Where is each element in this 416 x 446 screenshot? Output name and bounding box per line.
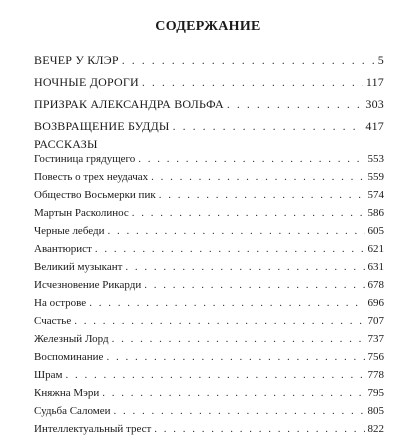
toc-entry-label: Авантюрист <box>34 243 92 255</box>
toc-entry <box>34 153 384 165</box>
toc-entry <box>34 369 384 381</box>
toc-entry <box>34 75 384 90</box>
toc-entry-label: Повесть о трех неудачах <box>34 171 149 183</box>
dot-leader <box>154 423 364 435</box>
toc-entry <box>34 119 384 134</box>
toc-entry-label: Черные лебеди <box>34 225 105 237</box>
section-heading: РАССКАЗЫ <box>34 137 98 151</box>
toc-entry-label: На острове <box>34 297 87 309</box>
toc-entry <box>34 297 384 309</box>
toc-entry <box>34 171 384 183</box>
toc-entry-label: Воспоминание <box>34 351 104 363</box>
toc-entry-page: 586 <box>367 207 384 219</box>
dot-leader <box>102 387 364 399</box>
toc-entry-page: 678 <box>367 279 384 291</box>
toc-entry-page: 117 <box>365 75 384 89</box>
toc-entry-page: 553 <box>367 153 384 165</box>
toc-entry <box>34 243 384 255</box>
toc-entry <box>34 351 384 363</box>
dot-leader <box>122 53 375 68</box>
toc-entry <box>34 261 384 273</box>
toc-entry <box>34 97 384 112</box>
toc-entry-label: Гостиница грядущего <box>34 153 136 165</box>
dot-leader <box>95 243 365 255</box>
toc-entry <box>34 53 384 68</box>
dot-leader <box>142 75 363 90</box>
toc-entry-label: Шрам <box>34 369 63 381</box>
toc-entry-label: Интеллектуальный трест <box>34 423 152 435</box>
toc-entry-page: 631 <box>367 261 384 273</box>
toc-entry-page: 621 <box>367 243 384 255</box>
toc-entry-page: 707 <box>367 315 384 327</box>
toc-entry-label: НОЧНЫЕ ДОРОГИ <box>34 75 139 89</box>
toc-entry-page: 737 <box>367 333 384 345</box>
toc-entry-page: 696 <box>367 297 384 309</box>
dot-leader <box>138 153 364 165</box>
toc-entry-label: Великий музыкант <box>34 261 123 273</box>
toc-entry <box>34 315 384 327</box>
toc-entry-label: ВЕЧЕР У КЛЭР <box>34 53 119 67</box>
dot-leader <box>151 171 364 183</box>
dot-leader <box>106 351 364 363</box>
toc-entry-page: 822 <box>367 423 384 435</box>
dot-leader <box>89 297 364 309</box>
dot-leader <box>74 315 364 327</box>
dot-leader <box>173 119 363 134</box>
toc-entry-page: 756 <box>367 351 384 363</box>
page-title: СОДЕРЖАНИЕ <box>155 19 261 34</box>
toc-entry-page: 559 <box>367 171 384 183</box>
toc-entry <box>34 279 384 291</box>
toc-entry-page: 417 <box>365 119 384 133</box>
toc-entry-label: Судьба Саломеи <box>34 405 111 417</box>
toc-entry <box>34 189 384 201</box>
toc-entry-label: Железный Лорд <box>34 333 109 345</box>
toc-entry-page: 795 <box>367 387 384 399</box>
toc-entry-label: ПРИЗРАК АЛЕКСАНДРА ВОЛЬФА <box>34 97 224 111</box>
toc-entry-label: ВОЗВРАЩЕНИЕ БУДДЫ <box>34 119 170 133</box>
toc-entry <box>34 423 384 435</box>
dot-leader <box>144 279 364 291</box>
dot-leader <box>227 97 363 112</box>
toc-entry <box>34 405 384 417</box>
toc-entry-label: Счастье <box>34 315 72 327</box>
toc-entry-page: 574 <box>367 189 384 201</box>
toc-entry-page: 5 <box>377 53 384 67</box>
toc-entry <box>34 225 384 237</box>
dot-leader <box>114 405 365 417</box>
toc-entry <box>34 387 384 399</box>
dot-leader <box>159 189 365 201</box>
toc-entry-page: 605 <box>367 225 384 237</box>
dot-leader <box>125 261 364 273</box>
dot-leader <box>108 225 365 237</box>
toc-entry <box>34 333 384 345</box>
toc-entry-label: Исчезновение Рикарди <box>34 279 142 291</box>
toc-entry-page: 303 <box>365 97 384 111</box>
dot-leader <box>65 369 364 381</box>
toc-entry-page: 805 <box>367 405 384 417</box>
toc-entry <box>34 207 384 219</box>
dot-leader <box>112 333 365 345</box>
toc-entry-label: Общество Восьмерки пик <box>34 189 156 201</box>
toc-entry-label: Княжна Мэри <box>34 387 100 399</box>
toc-entry-page: 778 <box>367 369 384 381</box>
dot-leader <box>132 207 365 219</box>
toc-entry-label: Мартын Расколинос <box>34 207 129 219</box>
